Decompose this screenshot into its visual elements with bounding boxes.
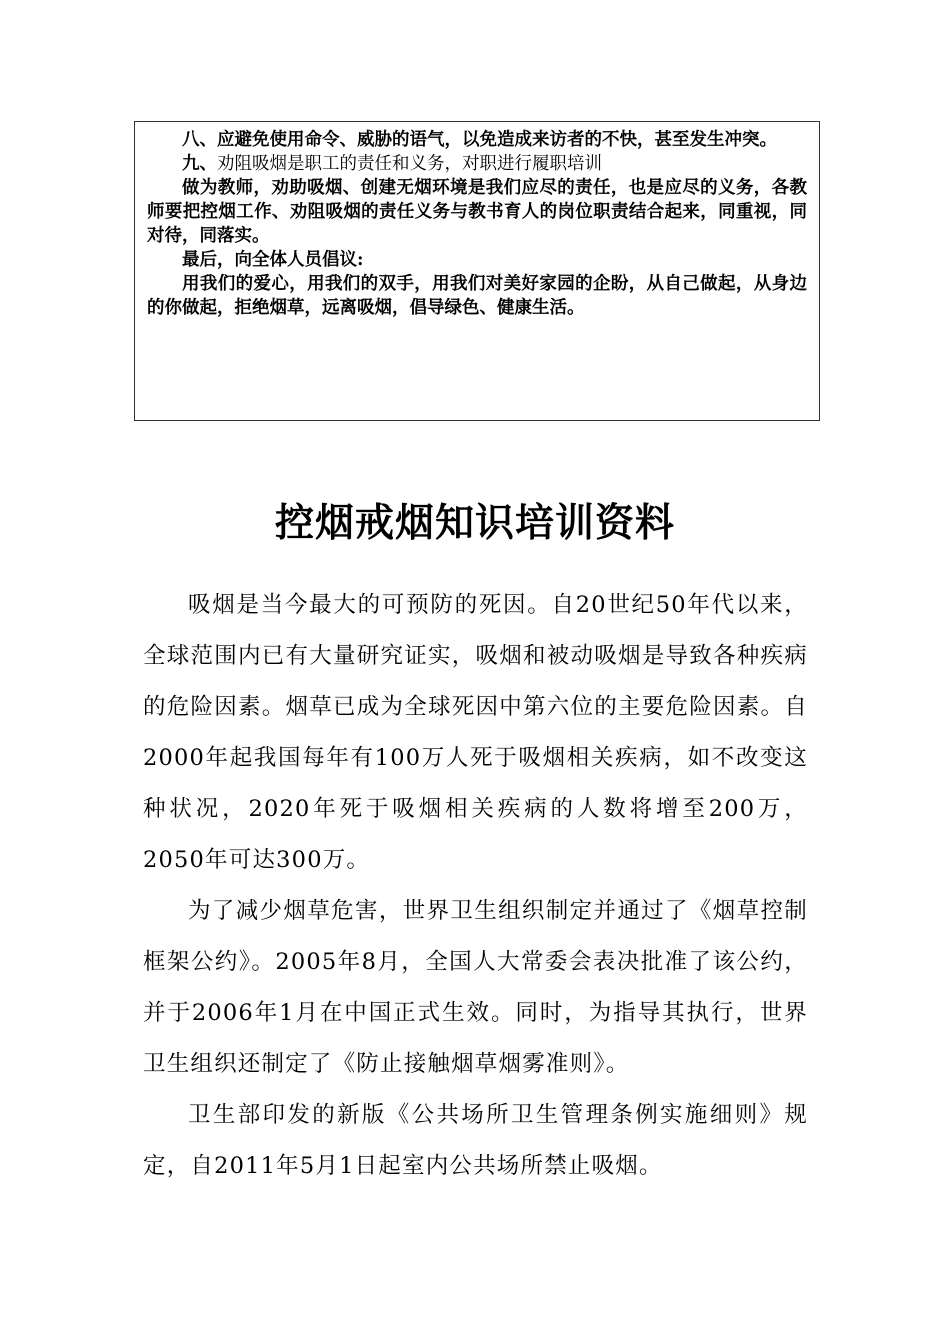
box-paragraph-teachers: 做为教师，劝助吸烟、创建无烟环境是我们应尽的责任，也是应尽的义务，各教师要把控烟工作、劝阻吸烟的责任义务与教书育人的岗位职责结合起来，同重视，同对待，同落实。 [147, 178, 807, 246]
body-paragraph-3: 卫生部印发的新版《公共场所卫生管理条例实施细则》规定，自2011年5月1日起室内公共场所禁止吸烟。 [143, 1102, 808, 1179]
box-paragraph-proposal: 用我们的爱心，用我们的双手，用我们对美好家园的企盼，从自己做起，从身边的你做起，拒绝烟草，远离吸烟，倡导绿色、健康生活。 [147, 274, 807, 318]
document-body [143, 580, 808, 1192]
body-paragraph-2: 为了减少烟草危害，世界卫生组织制定并通过了《烟草控制框架公约》。2005年8月，全国人大常委会表决批准了该公约，并于2006年1月在中国正式生效。同时，为指导其执行，世界卫生组织还制定了《防止接触烟草烟雾准则》。 [143, 898, 808, 1077]
box-paragraph-9-lead: 九、 [182, 154, 217, 174]
document-title: 控烟戒烟知识培训资料 [274, 500, 675, 546]
box-paragraph-proposal-intro: 最后，向全体人员倡议: [182, 250, 364, 270]
box-paragraph-9 [147, 152, 807, 176]
box-paragraph-9-text: 劝阻吸烟是职工的责任和义务，对职进行履职培训 [217, 154, 602, 174]
bordered-text-box [134, 121, 820, 421]
box-paragraph-8: 八、应避免使用命令、威胁的语气，以免造成来访者的不快，甚至发生冲突。 [182, 130, 777, 150]
body-paragraph-1: 吸烟是当今最大的可预防的死因。自20世纪50年代以来，全球范围内已有大量研究证实，吸烟和被动吸烟是导致各种疾病的危险因素。烟草已成为全球死因中第六位的主要危险因素。自2000年起我国每年有100万人死于吸烟相关疾病，如不改变这种状况，2020年死于吸烟相关疾病的人数将增至200万，2050年可达300万。 [143, 592, 808, 873]
